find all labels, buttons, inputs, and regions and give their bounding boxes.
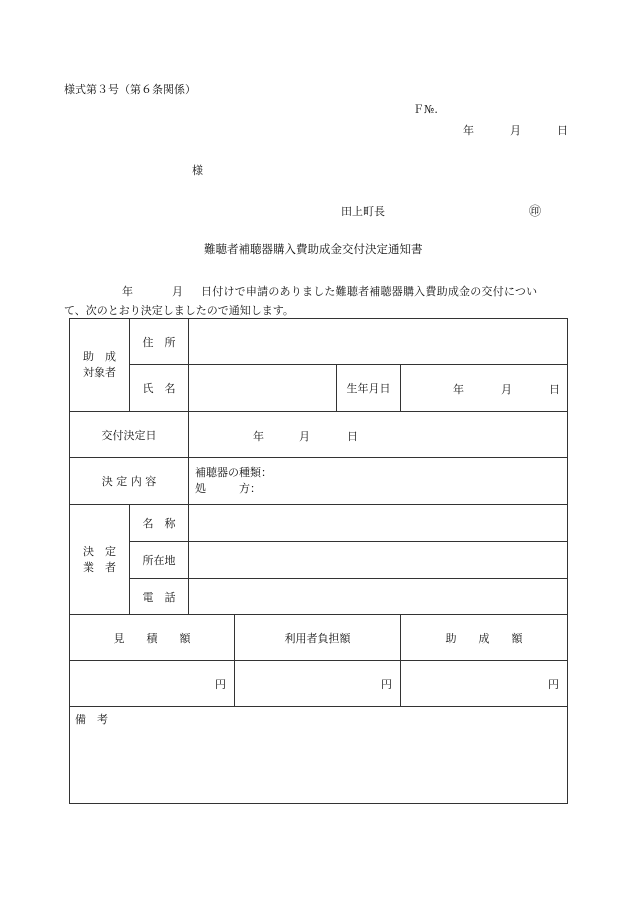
vendor-phone-label: 電 話 bbox=[130, 579, 189, 615]
seal-mark: ㊞ bbox=[529, 204, 542, 218]
intro-line-2: て、次のとおり決定しましたので通知します。 bbox=[64, 304, 294, 317]
estimate-amount-field[interactable] bbox=[70, 661, 235, 707]
header-date-day: 日 bbox=[557, 124, 568, 137]
birth-day: 日 bbox=[549, 383, 560, 396]
name-field[interactable] bbox=[189, 365, 337, 412]
subsidy-amount-field[interactable] bbox=[401, 661, 568, 707]
remarks-field[interactable] bbox=[70, 707, 568, 804]
decision-year: 年 bbox=[253, 429, 264, 443]
intro-line-1: 日付けで申請のありました難聴者補聴器購入費助成金の交付につい bbox=[201, 285, 538, 298]
subsidy-yen: 円 bbox=[548, 677, 559, 691]
estimate-yen: 円 bbox=[215, 677, 226, 691]
issuer-name: 田上町長 bbox=[341, 205, 385, 218]
decision-date-label: 交付決定日 bbox=[70, 412, 189, 458]
birth-month: 月 bbox=[501, 383, 512, 396]
birth-date-field[interactable] bbox=[401, 365, 568, 412]
decision-content-field[interactable] bbox=[189, 458, 568, 505]
remarks-label: 備 考 bbox=[75, 713, 108, 726]
vendor-header-line2: 業 者 bbox=[83, 560, 116, 574]
address-label: 住 所 bbox=[130, 319, 189, 365]
intro-year: 年 bbox=[122, 285, 133, 298]
birth-year: 年 bbox=[453, 383, 464, 396]
addressee-suffix: 様 bbox=[192, 164, 203, 177]
vendor-name-label: 名 称 bbox=[130, 505, 189, 542]
decision-date-field[interactable] bbox=[189, 412, 568, 458]
application-form-table bbox=[69, 318, 568, 804]
decision-month: 月 bbox=[299, 429, 310, 443]
form-number-label: 様式第３号（第６条関係） bbox=[64, 83, 196, 96]
user-burden-amount-field[interactable] bbox=[235, 661, 401, 707]
header-date-year: 年 bbox=[463, 124, 474, 137]
document-number-label: Ｆ№. bbox=[413, 103, 438, 116]
prescription-label: 処 方： bbox=[195, 482, 261, 495]
vendor-header-cell bbox=[70, 505, 130, 615]
vendor-header-line1: 決 定 bbox=[83, 544, 116, 558]
vendor-location-field[interactable] bbox=[189, 542, 568, 579]
decision-content-label: 決 定 内 容 bbox=[70, 458, 189, 505]
document-title: 難聴者補聴器購入費助成金交付決定通知書 bbox=[204, 242, 423, 256]
recipient-header-line2: 対象者 bbox=[83, 366, 116, 379]
user-burden-yen: 円 bbox=[381, 677, 392, 691]
estimate-label: 見 積 額 bbox=[70, 615, 235, 661]
intro-month: 月 bbox=[172, 285, 183, 298]
vendor-location-label: 所在地 bbox=[130, 542, 189, 579]
header-date-month: 月 bbox=[510, 124, 521, 137]
address-field[interactable] bbox=[189, 319, 568, 365]
vendor-name-field[interactable] bbox=[189, 505, 568, 542]
hearing-aid-type-label: 補聴器の種類： bbox=[195, 466, 272, 479]
vendor-phone-field[interactable] bbox=[189, 579, 568, 615]
recipient-header-cell bbox=[70, 319, 130, 412]
decision-day: 日 bbox=[347, 429, 358, 443]
subsidy-label: 助 成 額 bbox=[401, 615, 568, 661]
birth-date-label: 生年月日 bbox=[337, 365, 401, 412]
user-burden-label: 利用者負担額 bbox=[235, 615, 401, 661]
name-label: 氏 名 bbox=[130, 365, 189, 412]
recipient-header-line1: 助 成 bbox=[83, 350, 116, 363]
